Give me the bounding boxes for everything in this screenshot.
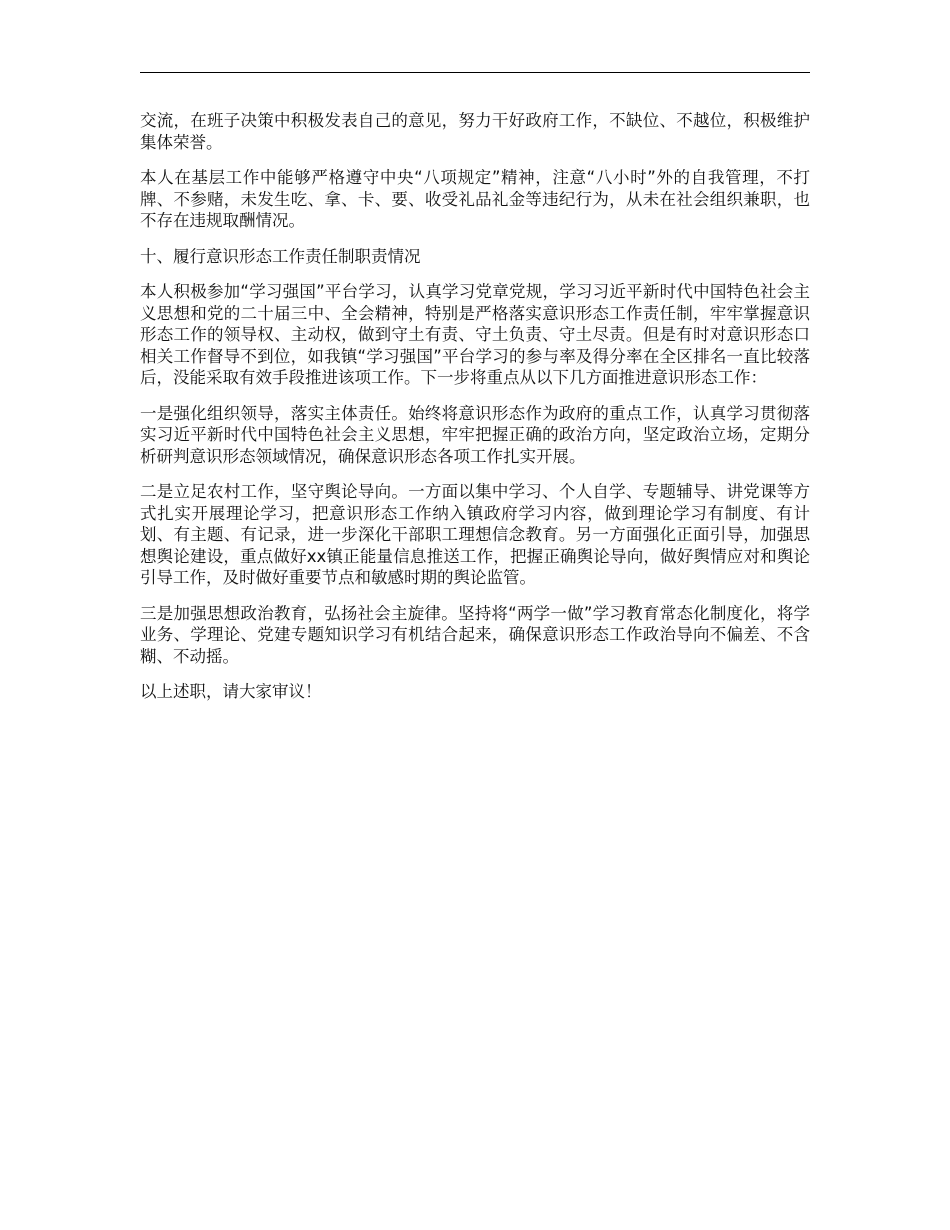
- paragraph-closing: 以上述职，请大家审议！: [140, 682, 322, 701]
- paragraph-collective-honor: 交流，在班子决策中积极发表自己的意见，努力干好政府工作，不缺位、不越位，积极维护集体荣誉。: [140, 111, 810, 152]
- paragraph-study-platform: 本人积极参加“学习强国”平台学习，认真学习党章党规，学习习近平新时代中国特色社会主义思想和党的二十届三中、全会精神，特别是严格落实意识形态工作责任制，牢牢掌握意识形态工作的领导权、主动权，做到守土有责、守土负责、守土尽责。但是有时对意识形态口相关工作督导不到位，如我镇“学习强国”平台学习的参与率及得分率在全区排名一直比较落后，没能采取有效手段推进该项工作。下一步将重点从以下几方面推进意识形态工作：: [140, 282, 810, 387]
- paragraph-point-one: 一是强化组织领导，落实主体责任。始终将意识形态作为政府的重点工作，认真学习贯彻落实习近平新时代中国特色社会主义思想，牢牢把握正确的政治方向，坚定政治立场，定期分析研判意识形态领域情况，确保意识形态各项工作扎实开展。: [140, 403, 810, 466]
- paragraph-point-three: 三是加强思想政治教育，弘扬社会主旋律。坚持将“两学一做”学习教育常态化制度化，将学业务、学理论、党建专题知识学习有机结合起来，确保意识形态工作政治导向不偏差、不含糊、不动摇。: [140, 603, 810, 666]
- paragraph-point-two: 二是立足农村工作，坚守舆论导向。一方面以集中学习、个人自学、专题辅导、讲党课等方式扎实开展理论学习，把意识形态工作纳入镇政府学习内容，做到理论学习有制度、有计划、有主题、有记录，进一步深化干部职工理想信念教育。另一方面强化正面引导，加强思想舆论建设，重点做好xx镇正能量信息推送工作，把握正确舆论导向，做好舆情应对和舆论引导工作，及时做好重要节点和敏感时期的舆论监管。: [140, 482, 810, 587]
- section-heading-ideology: 十、履行意识形态工作责任制职责情况: [140, 246, 421, 266]
- header-rule: [140, 72, 810, 73]
- document-body: [140, 110, 810, 717]
- paragraph-eight-rules: 本人在基层工作中能够严格遵守中央“八项规定”精神，注意“八小时”外的自我管理，不打牌、不参赌，未发生吃、拿、卡、要、收受礼品礼金等违纪行为，从未在社会组织兼职，也不存在违规取酬情况。: [140, 168, 810, 230]
